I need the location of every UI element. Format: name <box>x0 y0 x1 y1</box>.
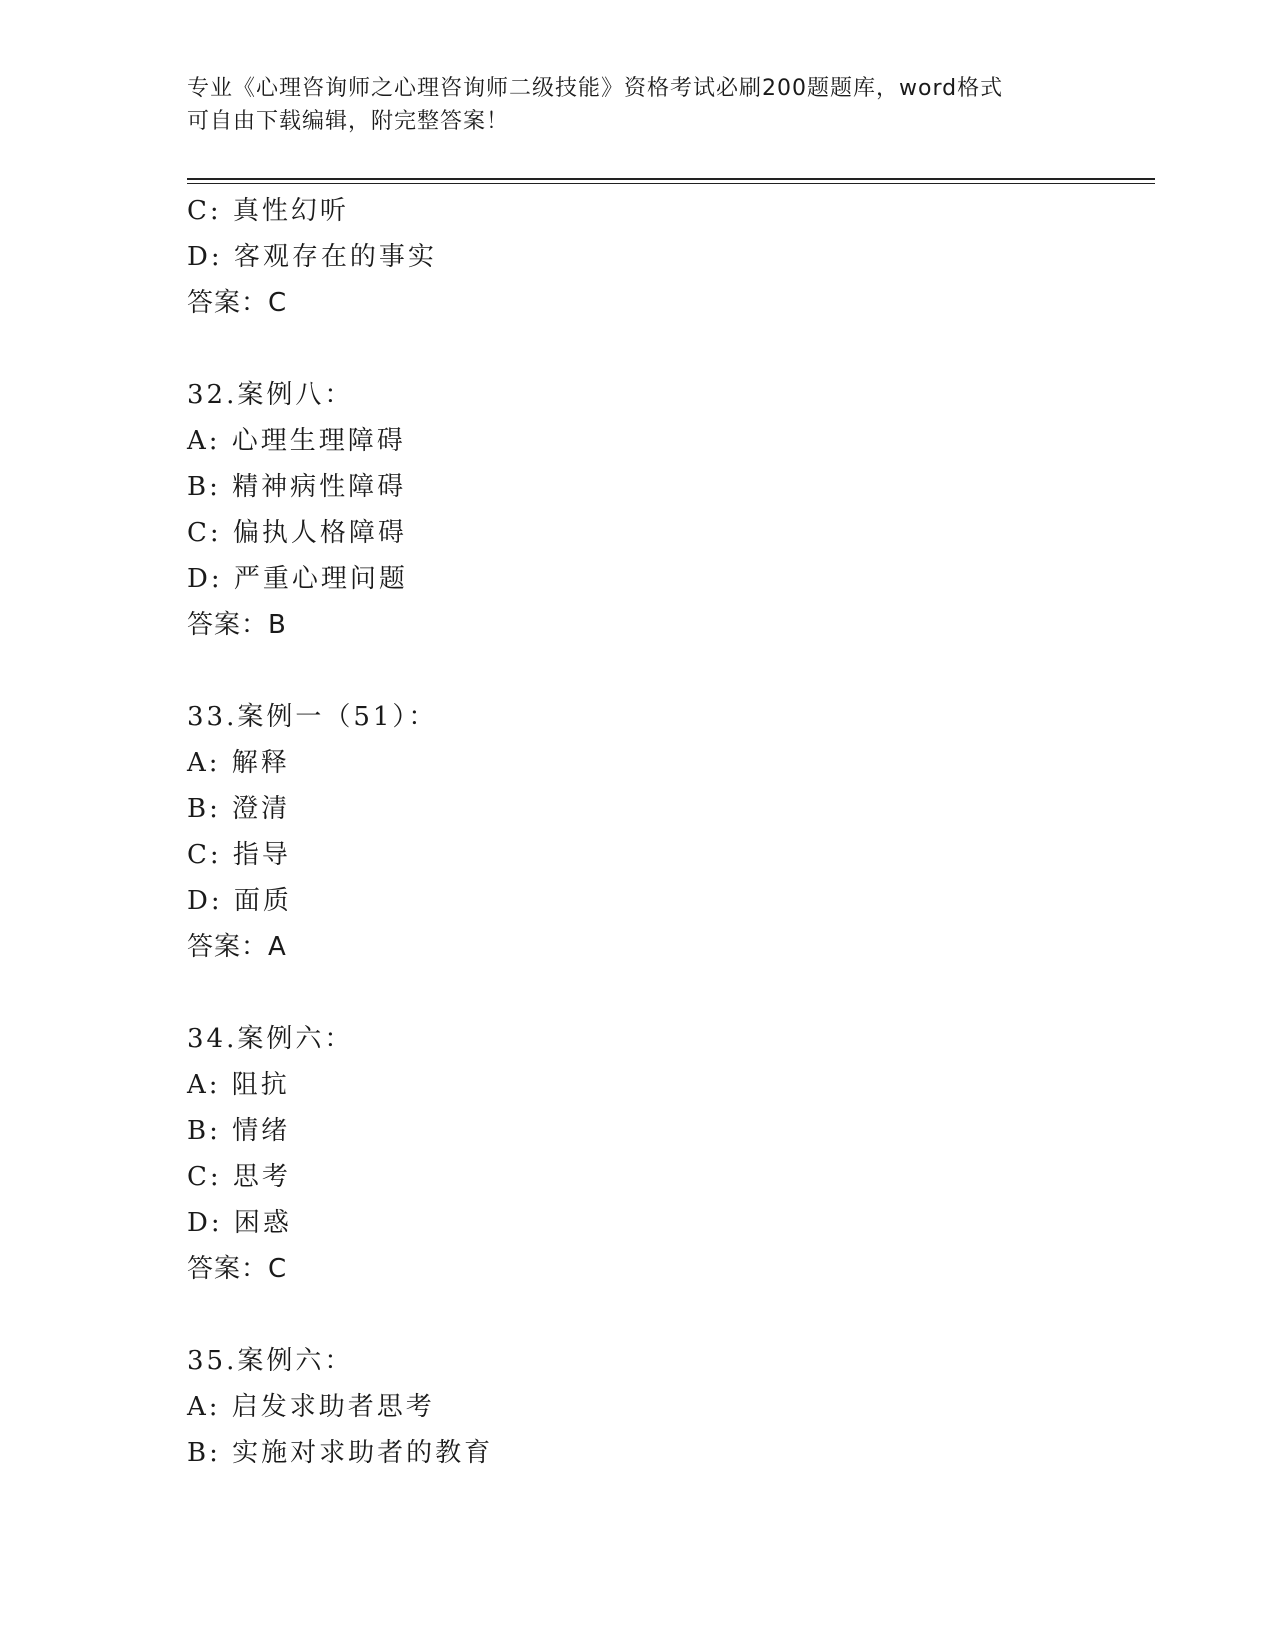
answer-line: 答案：A <box>187 932 287 962</box>
spacer <box>187 648 1147 694</box>
option-a: A: 启发求助者思考 <box>187 1392 435 1422</box>
question-item <box>187 694 1147 970</box>
option-d: D: 面质 <box>187 886 292 916</box>
question-item <box>187 1338 1147 1476</box>
option-c: C: 指导 <box>187 840 291 870</box>
question-fragment <box>187 188 1147 326</box>
answer-line: 答案：C <box>187 288 288 318</box>
spacer <box>187 1292 1147 1338</box>
question-title: 34.案例六： <box>187 1024 354 1054</box>
question-title: 32.案例八： <box>187 380 354 410</box>
option-a: A: 阻抗 <box>187 1070 290 1100</box>
question-item <box>187 372 1147 648</box>
spacer <box>187 326 1147 372</box>
option-d: D: 困惑 <box>187 1208 292 1238</box>
option-b: B: 情绪 <box>187 1116 291 1146</box>
document-header <box>187 72 1087 138</box>
spacer <box>187 970 1147 1016</box>
option-b: B: 精神病性障碍 <box>187 472 407 502</box>
header-rule-thin <box>187 183 1155 184</box>
header-rule-thick <box>187 178 1155 180</box>
option-a: A: 心理生理障碍 <box>187 426 406 456</box>
option-b: B: 澄清 <box>187 794 291 824</box>
answer-line: 答案：C <box>187 1254 288 1284</box>
option-c: C: 真性幻听 <box>187 196 349 226</box>
option-a: A: 解释 <box>187 748 290 778</box>
question-title: 33.案例一（51）： <box>187 702 438 732</box>
option-d: D: 严重心理问题 <box>187 564 408 594</box>
answer-line: 答案：B <box>187 610 287 640</box>
option-b: B: 实施对求助者的教育 <box>187 1438 494 1468</box>
header-line-2: 可自由下载编辑，附完整答案！ <box>187 109 510 134</box>
option-c: C: 思考 <box>187 1162 291 1192</box>
question-item <box>187 1016 1147 1292</box>
option-d: D: 客观存在的事实 <box>187 242 437 272</box>
option-c: C: 偏执人格障碍 <box>187 518 407 548</box>
question-list <box>187 188 1147 1476</box>
header-line-1: 专业《心理咨询师之心理咨询师二级技能》资格考试必刷200题题库，word格式 <box>187 76 1004 101</box>
question-title: 35.案例六： <box>187 1346 354 1376</box>
